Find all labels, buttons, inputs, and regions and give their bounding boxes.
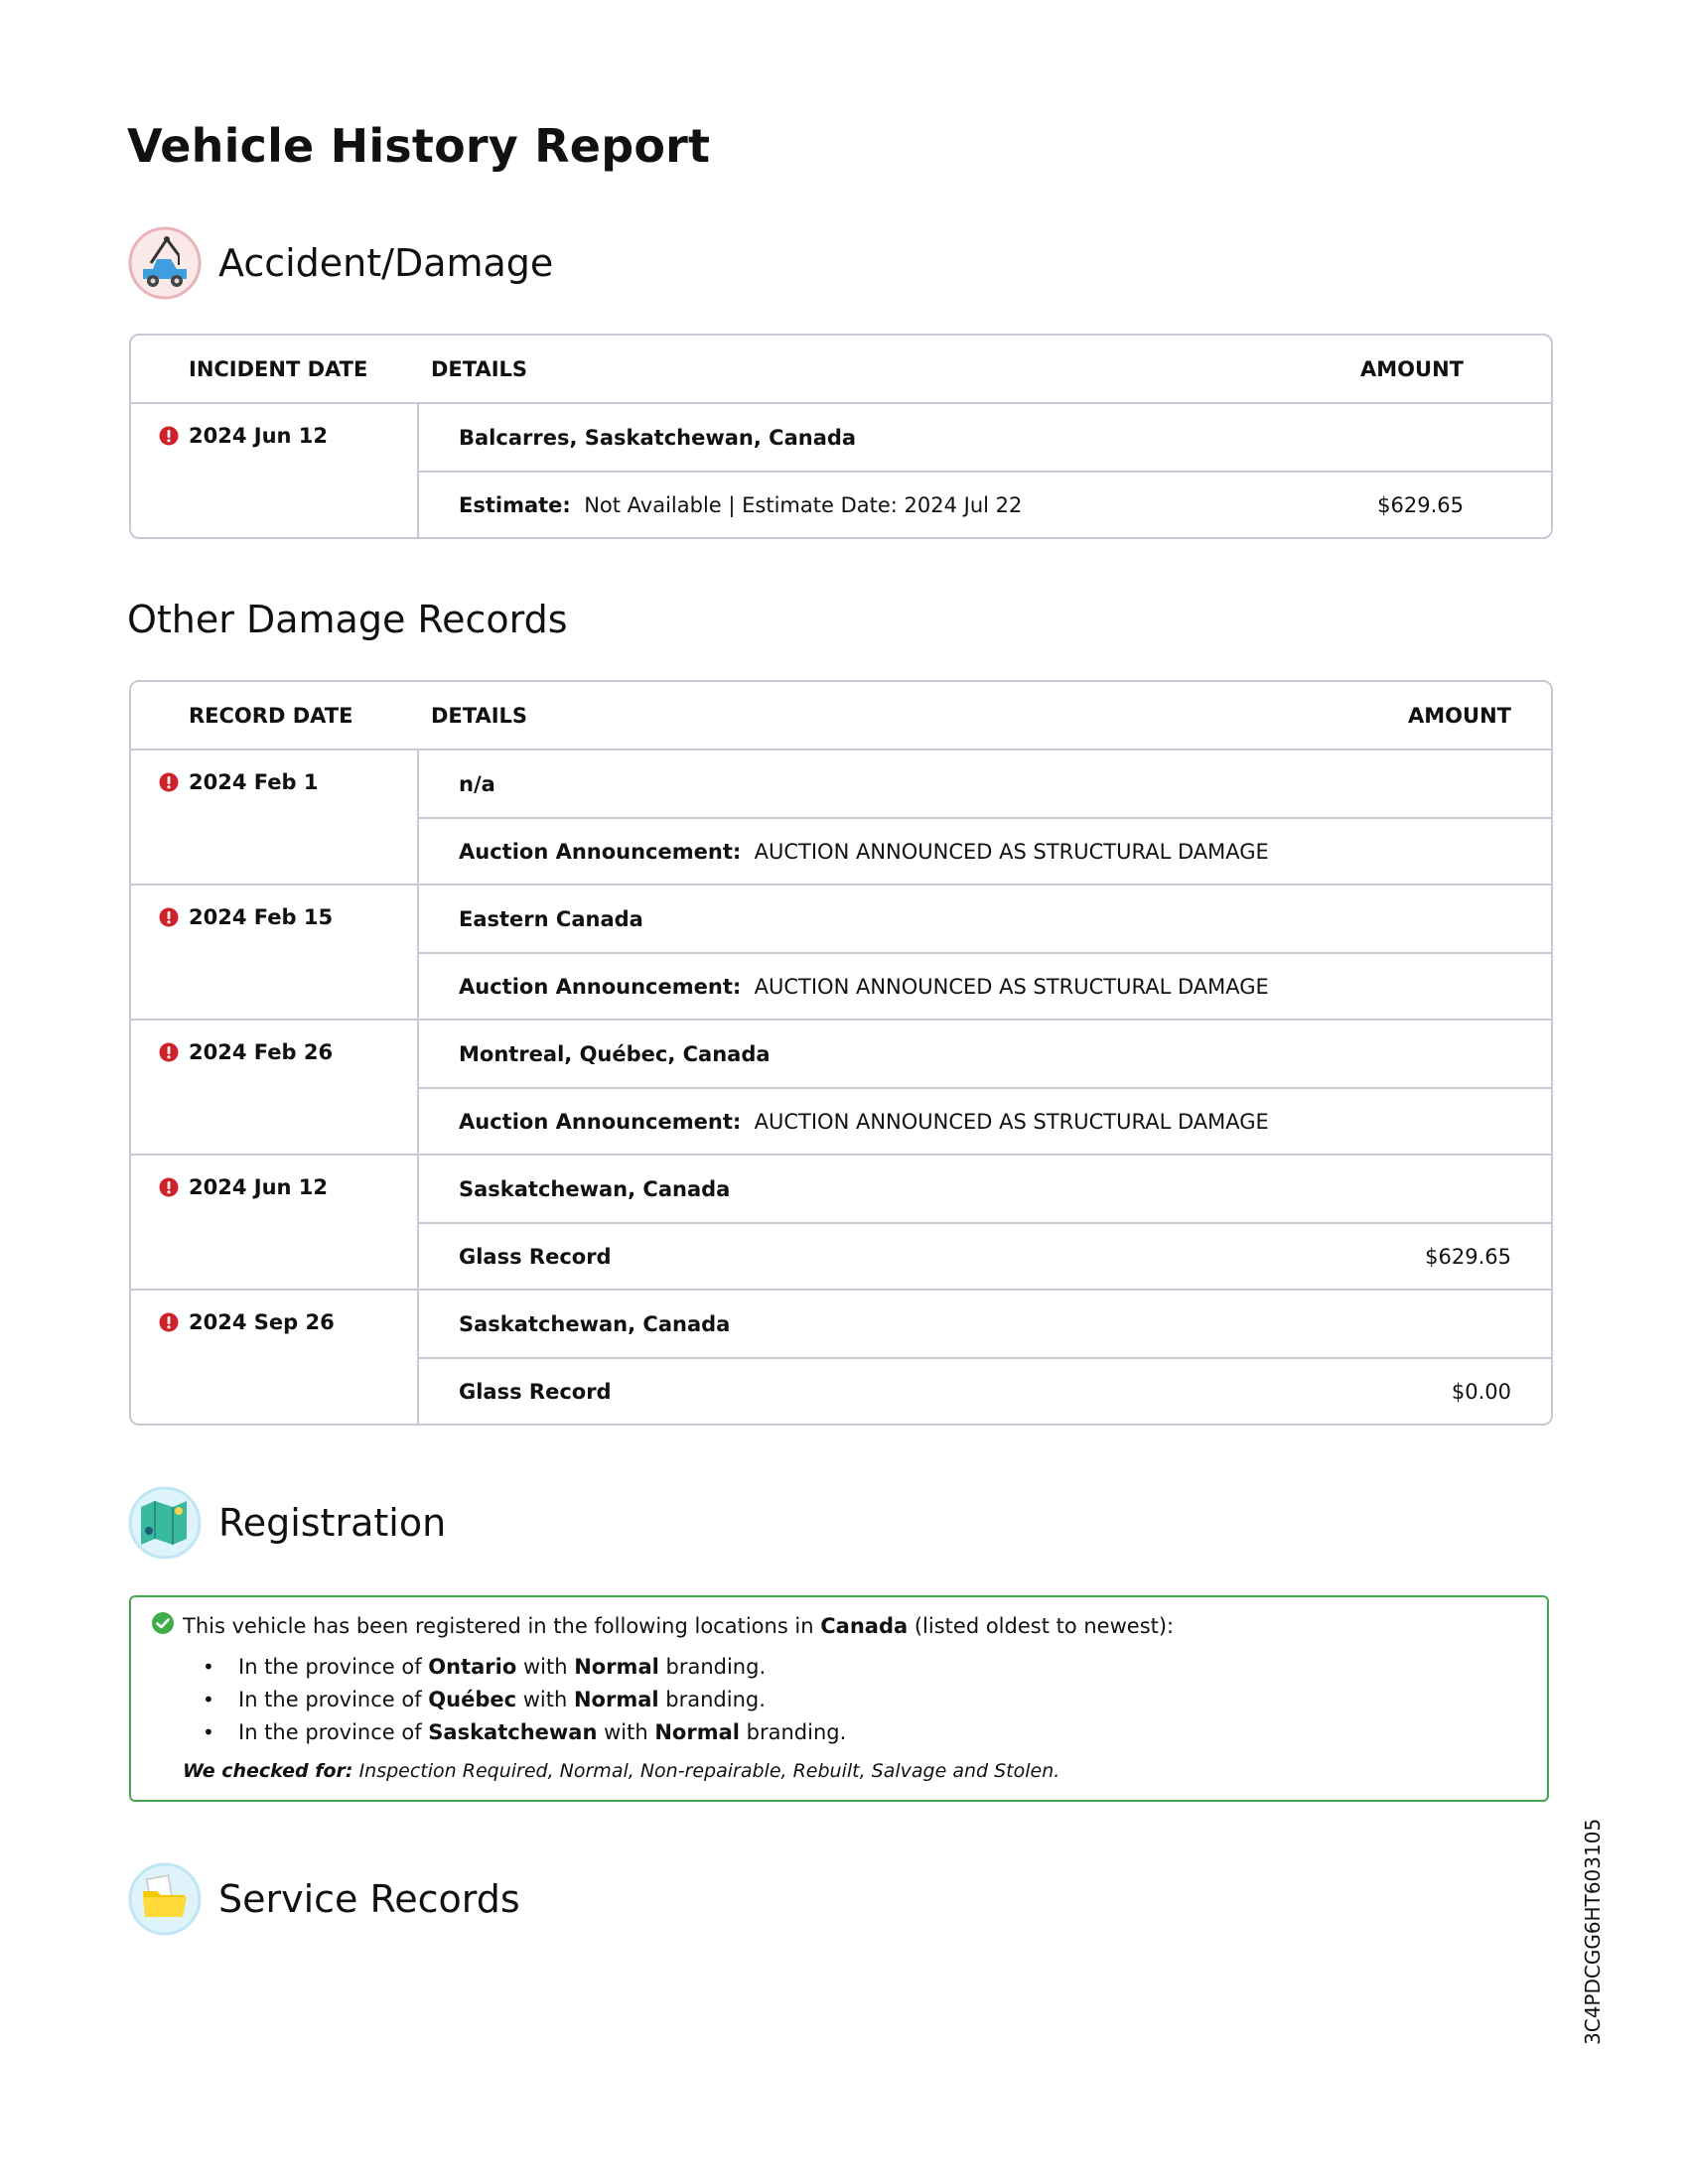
- accident-section-header: [127, 223, 553, 303]
- page-title: Vehicle History Report: [127, 119, 711, 173]
- record-date-cell: [131, 1021, 419, 1154]
- record-date-cell: [131, 751, 419, 884]
- registration-province: Saskatchewan: [428, 1719, 598, 1744]
- record-date: 2024 Feb 26: [189, 1040, 334, 1064]
- registration-country: Canada: [820, 1613, 909, 1638]
- registration-suffix: branding.: [658, 1687, 766, 1711]
- table-row: [419, 1222, 1551, 1289]
- bullet-icon: •: [203, 1719, 214, 1744]
- registration-mid: with: [516, 1687, 574, 1711]
- table-row: [419, 1156, 1551, 1222]
- table-row-group: [131, 1019, 1551, 1154]
- registration-mid: with: [516, 1654, 575, 1679]
- registration-province: Québec: [428, 1687, 517, 1711]
- registration-intro: [151, 1611, 1527, 1640]
- alert-icon: [159, 907, 179, 932]
- row-label: n/a: [459, 771, 495, 796]
- table-row: [419, 404, 1551, 471]
- header-amount: AMOUNT: [1408, 703, 1511, 728]
- registration-province: Ontario: [428, 1654, 517, 1679]
- row-label: Estimate:: [459, 492, 571, 517]
- row-amount: $0.00: [1451, 1379, 1511, 1404]
- table-header: [131, 336, 1551, 404]
- row-label: Saskatchewan, Canada: [459, 1311, 731, 1336]
- table-row: [419, 1021, 1551, 1087]
- table-row-group: [131, 1154, 1551, 1289]
- alert-icon: [159, 1042, 179, 1067]
- row-text: AUCTION ANNOUNCED AS STRUCTURAL DAMAGE: [754, 974, 1269, 999]
- checked-for-label: We checked for:: [183, 1760, 353, 1782]
- header-record-date: RECORD DATE: [189, 703, 353, 728]
- row-label: Eastern Canada: [459, 906, 643, 931]
- bullet-icon: •: [203, 1654, 214, 1679]
- header-details: DETAILS: [431, 703, 528, 728]
- list-item: [203, 1683, 1527, 1715]
- map-icon: [127, 1485, 203, 1561]
- accident-table: [129, 334, 1553, 539]
- registration-intro-tail: (listed oldest to newest):: [908, 1613, 1175, 1638]
- registration-section-title: Registration: [218, 1501, 447, 1545]
- record-date-cell: [131, 1156, 419, 1289]
- row-label: Auction Announcement:: [459, 1109, 742, 1134]
- header-details: DETAILS: [431, 356, 528, 381]
- registration-intro-text: This vehicle has been registered in the following locations in: [183, 1613, 821, 1638]
- header-incident-date: INCIDENT DATE: [189, 356, 368, 381]
- other-damage-title: Other Damage Records: [127, 598, 568, 641]
- registration-branding: Normal: [573, 1687, 659, 1711]
- check-circle-icon: [151, 1611, 175, 1640]
- table-row: [419, 1087, 1551, 1154]
- row-label: Glass Record: [459, 1379, 612, 1404]
- checked-for-note: [151, 1760, 1527, 1782]
- registration-section-header: [127, 1483, 446, 1563]
- row-text: Not Available | Estimate Date: 2024 Jul 22: [584, 492, 1023, 517]
- table-row: [419, 886, 1551, 952]
- registration-prefix: In the province of: [238, 1719, 429, 1744]
- other-damage-table-body: [131, 751, 1551, 1424]
- record-date: 2024 Feb 1: [189, 770, 319, 794]
- alert-icon: [159, 772, 179, 797]
- row-text: AUCTION ANNOUNCED AS STRUCTURAL DAMAGE: [754, 1109, 1269, 1134]
- alert-icon: [159, 1177, 179, 1202]
- alert-icon: [159, 1312, 179, 1337]
- record-date-cell: [131, 886, 419, 1019]
- folder-icon: [127, 1861, 203, 1937]
- record-date: 2024 Sep 26: [189, 1310, 335, 1334]
- table-row: [419, 751, 1551, 817]
- registration-suffix: branding.: [739, 1719, 847, 1744]
- table-row: [419, 1291, 1551, 1357]
- row-label: Glass Record: [459, 1244, 612, 1269]
- alert-icon: [159, 426, 179, 451]
- service-section-title: Service Records: [218, 1877, 520, 1921]
- checked-for-text: Inspection Required, Normal, Non-repairable, Rebuilt, Salvage and Stolen.: [352, 1760, 1060, 1782]
- table-row-group: [131, 404, 1551, 537]
- record-date-cell: [131, 1291, 419, 1424]
- row-label: Auction Announcement:: [459, 839, 742, 864]
- registration-prefix: In the province of: [238, 1654, 429, 1679]
- row-label: Saskatchewan, Canada: [459, 1176, 731, 1201]
- registration-prefix: In the province of: [238, 1687, 429, 1711]
- table-row: [419, 1357, 1551, 1424]
- tow-truck-icon: [127, 225, 203, 301]
- row-amount: $629.65: [1425, 1244, 1511, 1269]
- registration-branding: Normal: [574, 1654, 659, 1679]
- table-row-group: [131, 1289, 1551, 1424]
- row-amount: $629.65: [1377, 492, 1464, 517]
- row-label: Montreal, Québec, Canada: [459, 1041, 771, 1066]
- list-item: [203, 1715, 1527, 1748]
- service-section-header: [127, 1859, 520, 1939]
- table-row-group: [131, 751, 1551, 884]
- registration-suffix: branding.: [658, 1654, 767, 1679]
- row-text: AUCTION ANNOUNCED AS STRUCTURAL DAMAGE: [754, 839, 1269, 864]
- vin-number: 3C4PDCGG6HT603105: [1581, 1818, 1605, 2045]
- header-amount: AMOUNT: [1360, 356, 1464, 381]
- list-item: [203, 1650, 1527, 1683]
- accident-table-body: [131, 404, 1551, 537]
- other-damage-table: [129, 680, 1553, 1426]
- accident-section-title: Accident/Damage: [218, 241, 554, 285]
- record-date: 2024 Jun 12: [189, 1175, 329, 1199]
- registration-mid: with: [597, 1719, 655, 1744]
- registration-box: [129, 1595, 1549, 1802]
- bullet-icon: •: [203, 1687, 214, 1711]
- registration-list: [151, 1650, 1527, 1748]
- table-row: [419, 471, 1551, 537]
- table-row: [419, 817, 1551, 884]
- registration-branding: Normal: [654, 1719, 740, 1744]
- table-row: [419, 952, 1551, 1019]
- record-date-cell: [131, 404, 419, 537]
- record-date: 2024 Jun 12: [189, 424, 329, 448]
- row-label: Balcarres, Saskatchewan, Canada: [459, 425, 857, 450]
- table-header: [131, 682, 1551, 751]
- record-date: 2024 Feb 15: [189, 905, 334, 929]
- table-row-group: [131, 884, 1551, 1019]
- row-label: Auction Announcement:: [459, 974, 742, 999]
